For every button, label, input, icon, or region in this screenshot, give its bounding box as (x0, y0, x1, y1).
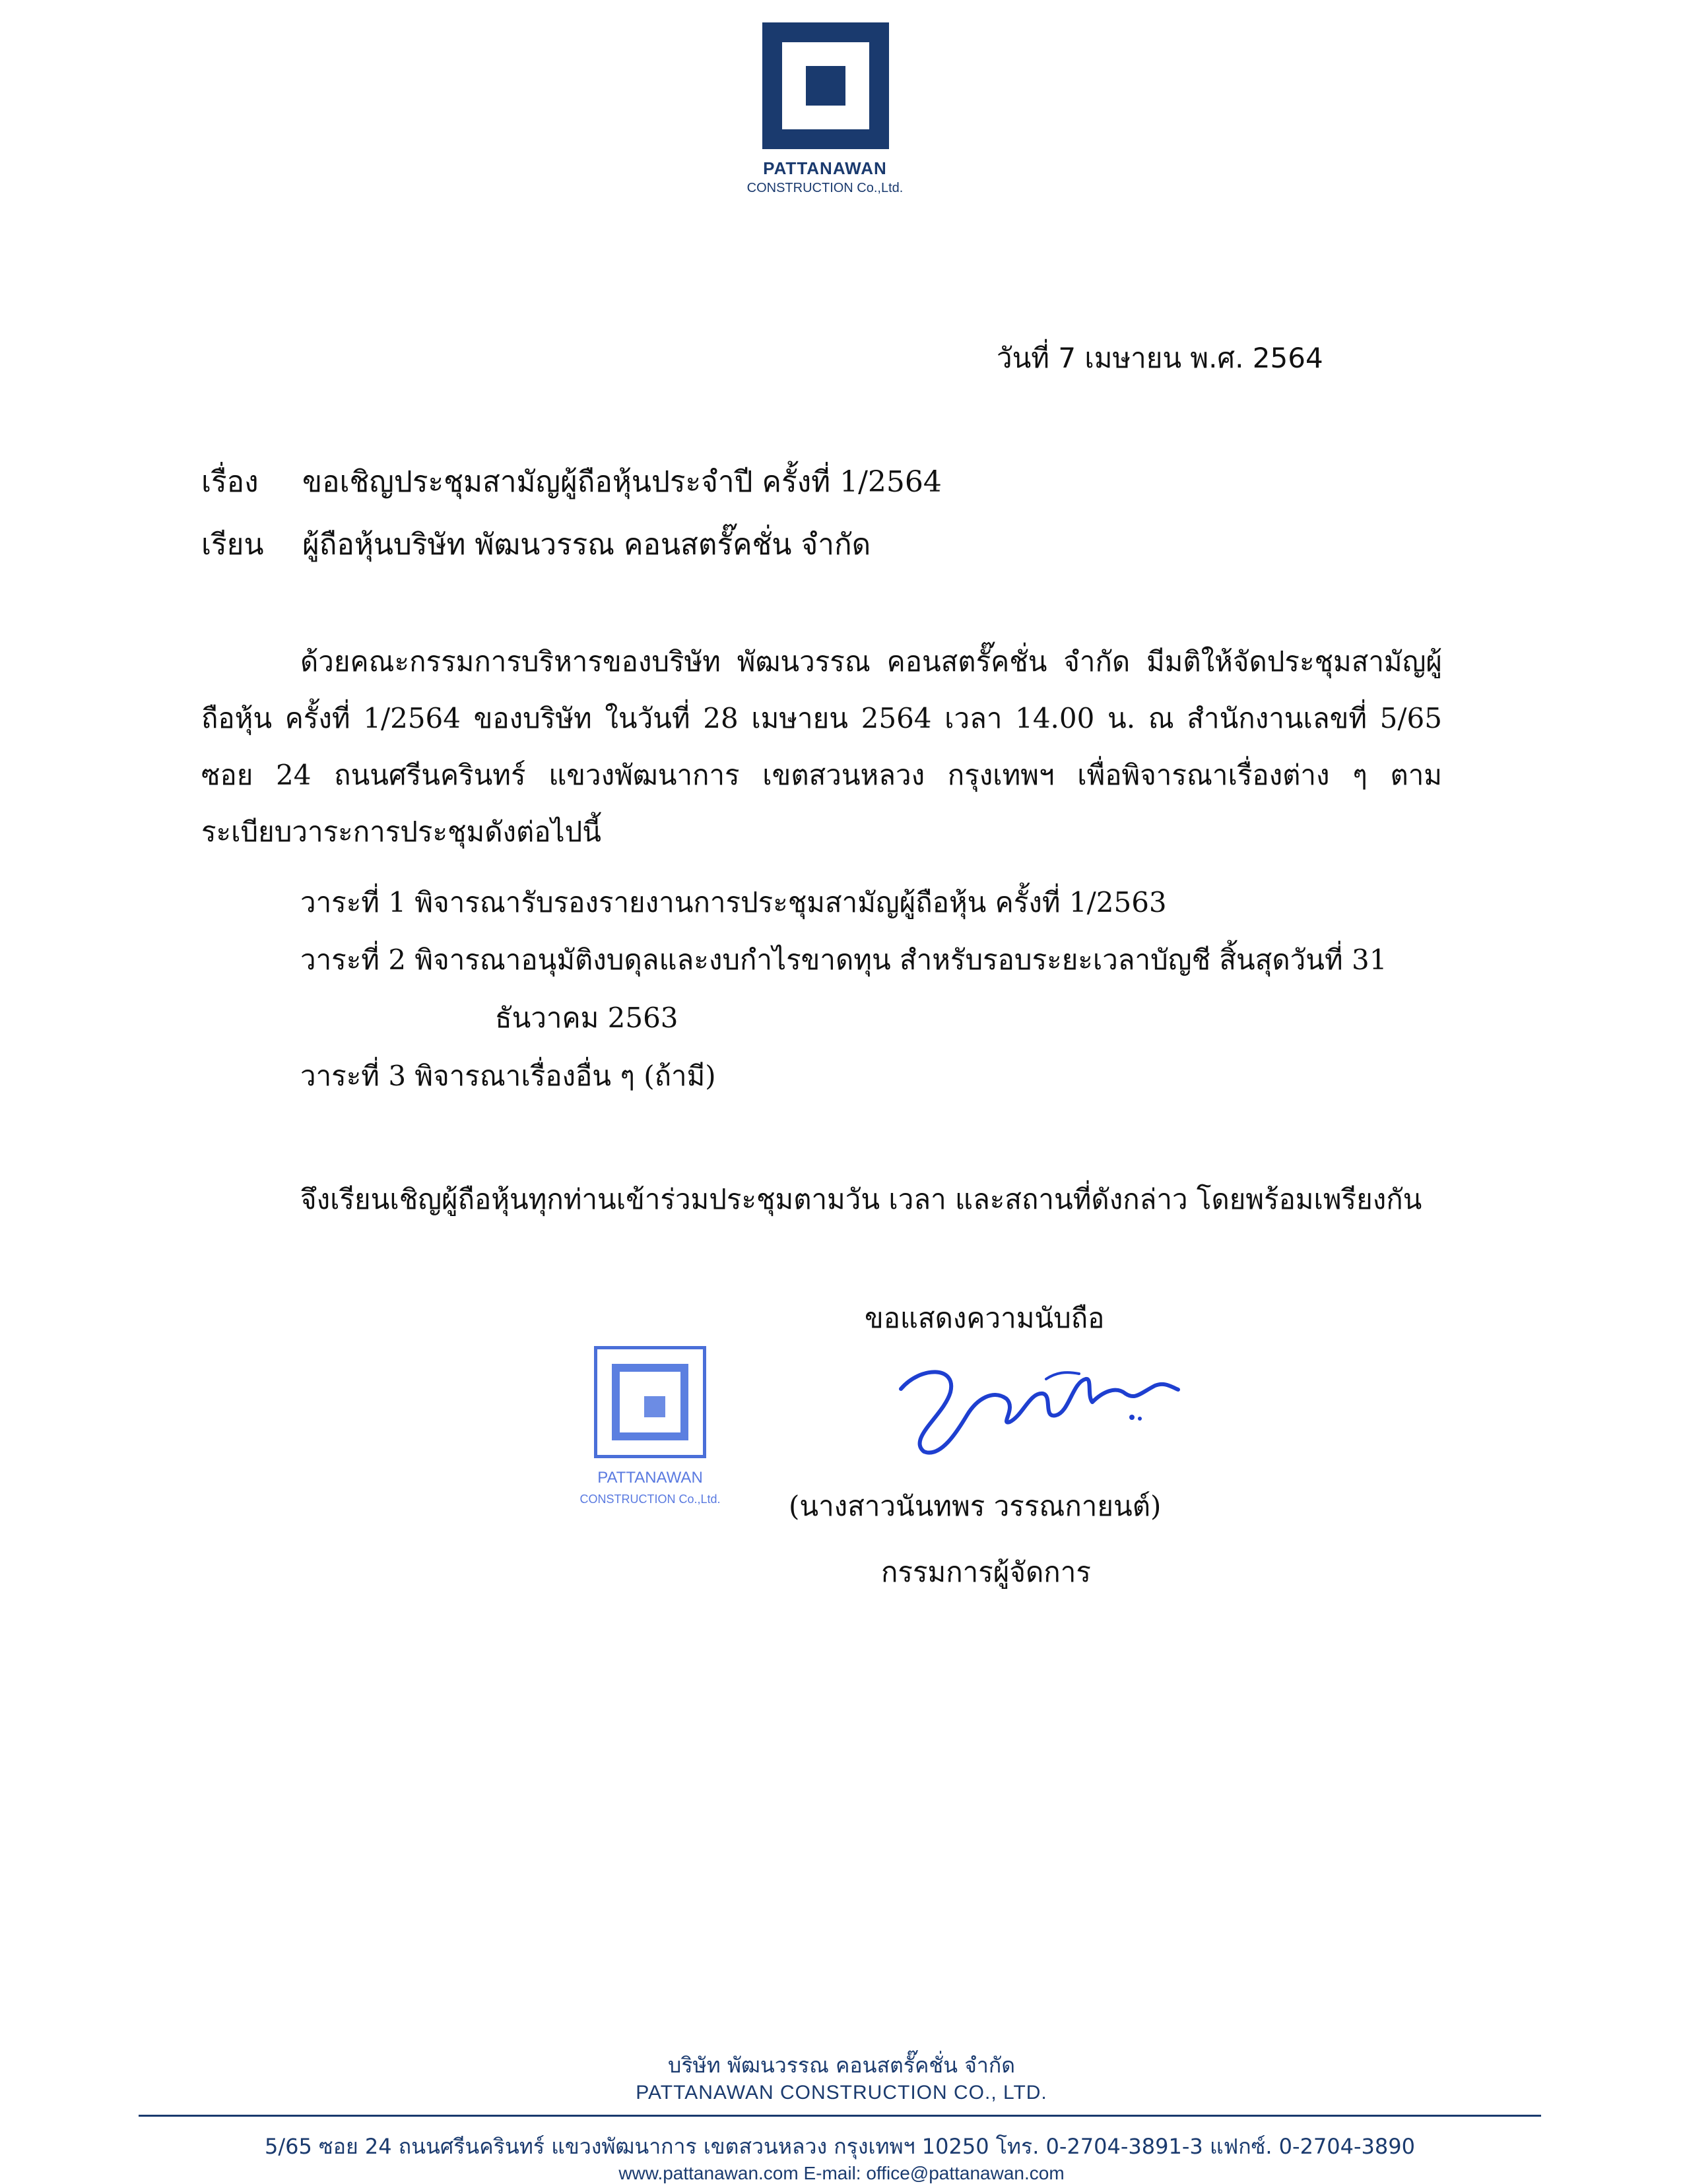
regards-text: ขอแสดงความนับถือ (865, 1302, 1105, 1334)
subject-text: ขอเชิญประชุมสามัญผู้ถือหุ้นประจำปี ครั้งที่ 1/2564 (302, 465, 942, 499)
agenda-item-3: วาระที่ 3 พิจารณาเรื่องอื่น ๆ (ถ้ามี) (300, 1060, 716, 1092)
agenda-item-2-continued: ธันวาคม 2563 (495, 1002, 678, 1034)
signer-title: กรรมการผู้จัดการ (881, 1556, 1091, 1588)
closing-text: จึงเรียนเชิญผู้ถือหุ้นทุกท่านเข้าร่วมประชุมตามวัน เวลา และสถานที่ดังกล่าว โดยพร้อมเพรียงกัน (300, 1183, 1422, 1215)
agenda-item-1: วาระที่ 1 พิจารณารับรองรายงานการประชุมสามัญผู้ถือหุ้น ครั้งที่ 1/2563 (300, 886, 1167, 918)
agenda-item-2: วาระที่ 2 พิจารณาอนุมัติงบดุลและงบกำไรขาดทุน สำหรับรอบระยะเวลาบัญชี สิ้นสุดวันที่ 31 (300, 944, 1387, 976)
subject-label: เรื่อง (201, 465, 259, 499)
footer-company-english: PATTANAWAN CONSTRUCTION CO., LTD. (636, 2082, 1047, 2104)
stamp-company-sub: CONSTRUCTION Co.,Ltd. (579, 1493, 721, 1506)
logo-company-name: PATTANAWAN (763, 158, 887, 178)
footer-divider (139, 2115, 1541, 2117)
recipient-label: เรียน (201, 528, 264, 562)
stamp-company-name: PATTANAWAN (597, 1469, 703, 1487)
footer-company-thai: บริษัท พัฒนวรรณ คอนสตรั๊คชั่น จำกัด (668, 2053, 1015, 2078)
company-stamp-icon (594, 1346, 706, 1458)
footer-address: 5/65 ซอย 24 ถนนศรีนครินทร์ แขวงพัฒนาการ เขตสวนหลวง กรุงเทพฯ 10250 โทร. 0-2704-3891-3 แฟกซ์. 0-2704-3890 (265, 2134, 1415, 2159)
signer-name: (นางสาวนันทพร วรรณกายนต์) (789, 1490, 1162, 1522)
letter-date: วันที่ 7 เมษายน พ.ศ. 2564 (997, 342, 1323, 374)
footer-web-email: www.pattanawan.com E-mail: office@pattanawan.com (618, 2163, 1065, 2183)
recipient-text: ผู้ถือหุ้นบริษัท พัฒนวรรณ คอนสตรั๊คชั่น จำกัด (302, 528, 871, 562)
body-paragraph: ด้วยคณะกรรมการบริหารของบริษัท พัฒนวรรณ คอนสตรั๊คชั่น จำกัด มีมติให้จัดประชุมสามัญผู้ถือหุ้น ครั้งที่ 1/2564 ของบริษัท ในวันที่ 28 เมษายน 2564 เวลา 14.00 น. ณ สำนักงานเลขที่ 5/65 ซอย 24 ถนนศรีนครินทร์ แขวงพัฒนาการ เขตสวนหลวง กรุงเทพฯ เพื่อพิจารณาเรื่องต่าง ๆ ตามระเบียบวาระการประชุมดังต่อไปนี้ (201, 645, 1442, 848)
logo-company-sub: CONSTRUCTION Co.,Ltd. (746, 181, 904, 195)
company-logo-icon (762, 22, 889, 149)
signature-icon (894, 1353, 1185, 1465)
